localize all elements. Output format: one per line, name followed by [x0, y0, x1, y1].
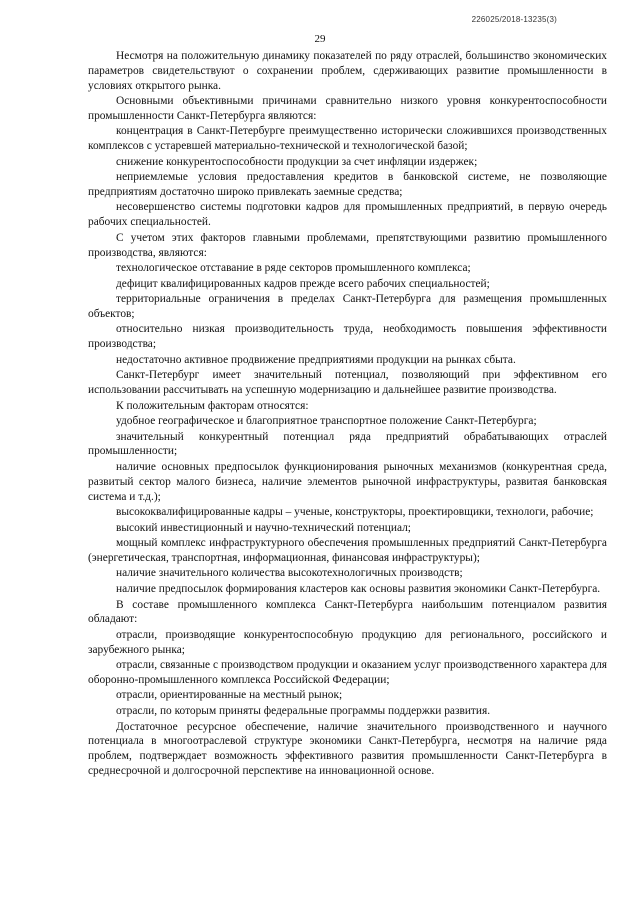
paragraph: дефицит квалифицированных кадров прежде всего рабочих специальностей;	[116, 277, 490, 290]
paragraph: наличие предпосылок формирования кластеров как основы развития экономики Санкт-Петербурга.	[116, 582, 601, 595]
paragraph: высококвалифицированные кадры – ученые, конструкторы, проектировщики, технологи, рабочие;	[116, 506, 594, 519]
paragraph: недостаточно активное продвижение предприятиями продукции на рынках сбыта.	[116, 353, 516, 366]
document-body	[88, 49, 607, 779]
paragraph: технологическое отставание в ряде секторов промышленного комплекса;	[116, 262, 471, 275]
paragraph: наличие основных предпосылок функционирования рыночных механизмов (конкурентная среда, развитый сектор малого бизнеса, наличие элементов рыночной инфраструктуры, развитая банковская система и т.д.);	[88, 461, 607, 503]
document-id: 226025/2018-13235(3)	[471, 15, 557, 24]
paragraph: Достаточное ресурсное обеспечение, наличие значительного производственного и научного потенциала в многоотраслевой структуре экономики Санкт-Петербурга, несмотря на наличие ряда проблем, подтверждает возможность эффективного развития промышленности Санкт-Петербурга в среднесрочной и долгосрочной перспективе на инновационной основе.	[88, 720, 607, 777]
paragraph: В составе промышленного комплекса Санкт-Петербурга наибольшим потенциалом развития обладают:	[88, 598, 607, 626]
paragraph: несовершенство системы подготовки кадров для промышленных предприятий, в первую очередь рабочих специальностей.	[88, 201, 607, 229]
paragraph: К положительным факторам относятся:	[116, 399, 309, 412]
paragraph: значительный конкурентный потенциал ряда предприятий обрабатывающих отраслей промышленности;	[88, 430, 607, 458]
paragraph: мощный комплекс инфраструктурного обеспечения промышленных предприятий Санкт-Петербурга (энергетическая, транспортная, информационная, финансовая инфраструктуры);	[88, 537, 607, 564]
paragraph: Основными объективными причинами сравнительно низкого уровня конкурентоспособности промышленности Санкт-Петербурга являются:	[88, 95, 607, 122]
paragraph: отрасли, ориентированные на местный рынок;	[116, 689, 343, 702]
paragraph: относительно низкая производительность труда, необходимость повышения эффективности производства;	[88, 323, 607, 351]
paragraph: снижение конкурентоспособности продукции за счет инфляции издержек;	[116, 155, 478, 168]
paragraph: удобное географическое и благоприятное транспортное положение Санкт-Петербурга;	[116, 415, 537, 428]
paragraph: отрасли, производящие конкурентоспособную продукцию для регионального, российского и зарубежного рынка;	[88, 628, 607, 656]
paragraph: Несмотря на положительную динамику показателей по ряду отраслей, большинство экономических параметров свидетельствуют о сохранении проблем, сдерживающих развитие промышленности в условиях открытого рынка.	[88, 50, 607, 92]
page-number: 29	[314, 33, 326, 45]
paragraph: Санкт-Петербург имеет значительный потенциал, позволяющий при эффективном его использовании рассчитывать на успешную модернизацию и дальнейшее развитие производства.	[88, 369, 607, 397]
paragraph: высокий инвестиционный и научно-технический потенциал;	[116, 521, 411, 534]
paragraph: отрасли, по которым приняты федеральные программы поддержки развития.	[116, 704, 491, 717]
paragraph: отрасли, связанные с производством продукции и оказанием услуг производственного характера для оборонно-промышленного комплекса Российской Федерации;	[88, 659, 607, 686]
paragraph: С учетом этих факторов главными проблемами, препятствующими развитию промышленного производства, являются:	[88, 231, 607, 259]
paragraph: концентрация в Санкт-Петербурге преимущественно исторически сложившихся производственных комплексов с устаревшей материально-технической и технологической базой;	[88, 125, 607, 153]
paragraph: неприемлемые условия предоставления кредитов в банковской системе, не позволяющие предприятиям достаточно широко привлекать заемные средства;	[88, 171, 607, 198]
paragraph: наличие значительного количества высокотехнологичных производств;	[116, 567, 463, 580]
paragraph: территориальные ограничения в пределах Санкт-Петербурга для размещения промышленных объектов;	[88, 293, 607, 320]
